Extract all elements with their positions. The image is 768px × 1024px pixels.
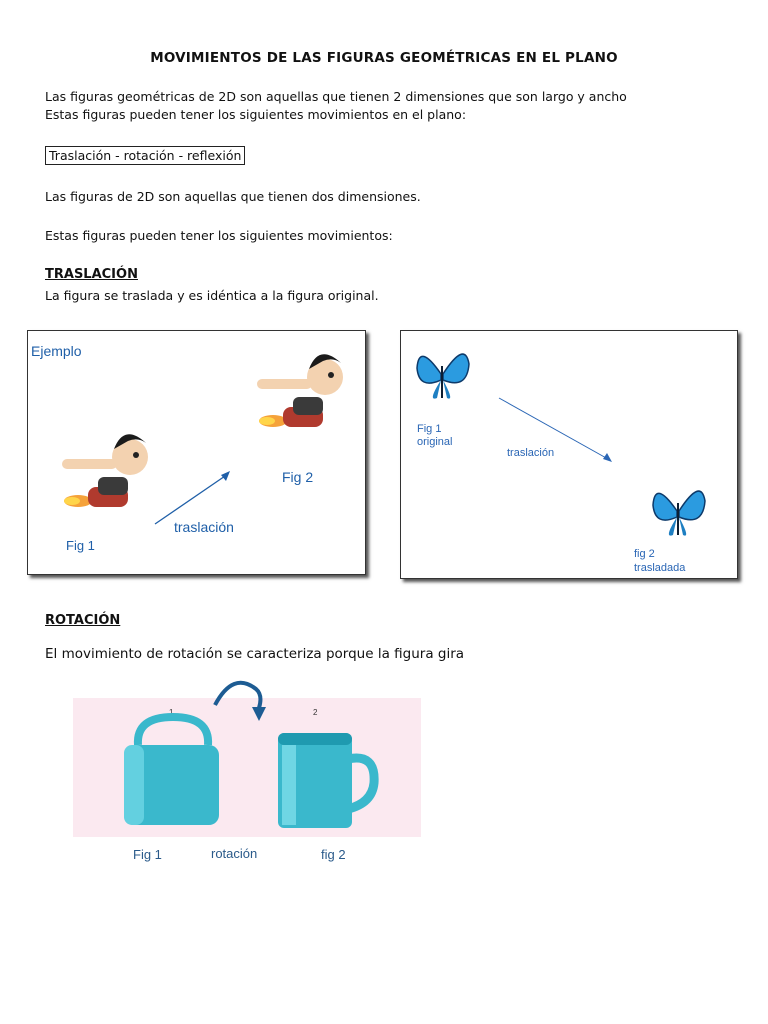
intro-line-2: Estas figuras pueden tener los siguientes movimientos en el plano: [45, 107, 467, 122]
intro-line-1: Las figuras geométricas de 2D son aquellas que tienen 2 dimensiones que son largo y ancho [45, 89, 627, 104]
butterfly-fig1-line1: Fig 1 [417, 423, 442, 435]
translation-example-butterfly [400, 330, 738, 579]
butterfly-fig1 [417, 354, 469, 399]
mug-fig1-label: Fig 1 [133, 847, 162, 862]
rotacion-text: El movimiento de rotación se caracteriza porque la figura gira [45, 646, 465, 662]
mug-number-2: 2 [313, 708, 318, 717]
butterfly-illustration [401, 331, 737, 578]
rotacion-heading: ROTACIÓN [45, 613, 121, 628]
robot-fig2 [257, 354, 343, 427]
fig2-label: Fig 2 [282, 469, 314, 485]
butterfly-fig2-line2: trasladada [634, 562, 686, 574]
intro-line-3: Las figuras de 2D son aquellas que tienen dos dimensiones. [45, 189, 421, 204]
document-title: MOVIMIENTOS DE LAS FIGURAS GEOMÉTRICAS EN EL PLANO [150, 50, 618, 66]
traslacion-heading: TRASLACIÓN [45, 267, 138, 282]
mug-number-1: 1 [169, 708, 174, 717]
rotation-label: rotación [211, 846, 258, 861]
butterfly-fig2 [653, 491, 705, 536]
rotation-illustration [70, 675, 430, 870]
traslacion-text: La figura se traslada y es idéntica a la figura original. [45, 288, 379, 303]
fig1-label: Fig 1 [66, 538, 95, 553]
translation-label-1: traslación [174, 519, 234, 535]
translation-label-2: traslación [507, 447, 555, 459]
robot-fig1 [62, 434, 148, 507]
robot-illustration [28, 331, 365, 574]
movements-box [45, 147, 245, 165]
mug-fig2-label: fig 2 [321, 847, 346, 862]
movements-list: Traslación - rotación - reflexión [45, 146, 245, 165]
example-title: Ejemplo [31, 343, 82, 359]
intro-line-4: Estas figuras pueden tener los siguientes movimientos: [45, 228, 393, 243]
butterfly-fig2-line1: fig 2 [634, 548, 655, 560]
translation-example-robot [27, 330, 366, 575]
butterfly-fig1-line2: original [417, 436, 453, 448]
